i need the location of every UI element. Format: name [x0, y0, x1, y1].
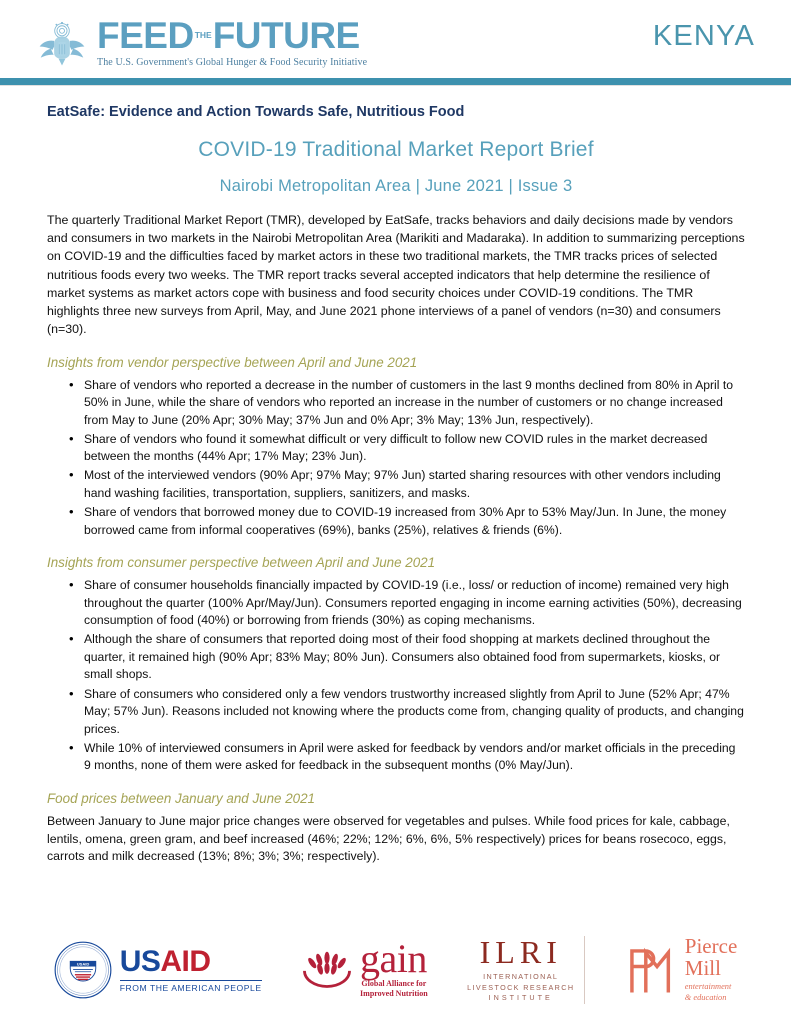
section-heading-vendor: Insights from vendor perspective between April and June 2021	[47, 354, 418, 370]
pierce-mill-pm-monogram-icon	[625, 944, 677, 996]
list-item: • While 10% of interviewed consumers in April were asked for feedback by vendors and/or market officials in the preceding 9 months, none of them were asked for feedback in the subsequent months (0% May/Jun).	[69, 740, 745, 775]
page-subtitle: Nairobi Metropolitan Area | June 2021 | Issue 3	[219, 176, 573, 195]
gain-bowl-wheat-icon	[301, 950, 353, 990]
section-heading-consumer: Insights from consumer perspective between April and June 2021	[47, 555, 436, 571]
usaid-seal-icon	[54, 941, 112, 999]
logo-word-the: THE	[194, 30, 212, 41]
list-item: • Share of vendors that borrowed money due to COVID-19 increased from 30% Apr to 53% May/Jun. In June, the money borrowed came from informal cooperatives (69%), banks (25%), relatives & friends (6%).	[69, 504, 745, 539]
logo-word-future: FUTURE	[212, 15, 360, 56]
ilri-wordmark: ILRI	[479, 934, 562, 971]
ilri-logo	[467, 936, 585, 1003]
ilri-subtitle-line3: INSTITUTE	[488, 993, 553, 1003]
pierce-mill-subtitle-line2: & education	[684, 992, 727, 1002]
header-divider-rule	[0, 78, 791, 85]
ilri-subtitle-line2: LIVESTOCK RESEARCH	[467, 982, 575, 992]
list-item: • Most of the interviewed vendors (90% Apr; 97% May; 97% Jun) started sharing resources with other vendors including hand washing facilities, transportation, suppliers, sanitizers, and masks.	[69, 467, 745, 502]
page-title: COVID-19 Traditional Market Report Brief	[198, 137, 594, 161]
gain-subtitle-line2: Improved Nutrition	[360, 988, 428, 998]
list-item: • Share of consumer households financially impacted by COVID-19 (i.e., loss/ or reduction of income) remained very high throughout the quarter (100% Apr/May/Jun). Consumers reported engaging in income earning activities (50%), decreasing consumption of food (40%) or borrowing from friends (30%) as coping mechanisms.	[69, 577, 745, 630]
pierce-mill-word-line2: Mill	[684, 955, 721, 980]
food-prices-paragraph: Between January to June major price changes were observed for vegetables and pulses. While food prices for kale, cabbage, lentils, omena, green gram, and beef increased (46%; 22%; 12%; 6%, 6%, 5% respectively) prices for beans rosecoco, eggs, carrots and milk decreased (13%; 8%; 3%; 3%; respectively).	[47, 813, 730, 864]
logo-tagline: The U.S. Government's Global Hunger & Food Security Initiative	[97, 57, 368, 68]
pierce-mill-subtitle-line1: entertainment	[684, 981, 732, 991]
usaid-logo	[54, 941, 262, 999]
intro-paragraph: The quarterly Traditional Market Report (TMR), developed by EatSafe, tracks behaviors and daily decisions made by vendors and consumers in two markets in the Nairobi Metropolitan Area (Marikiti and Madaraka). In addition to summarizing perceptions on COVID-19 and the difficulties faced by market actors in these two traditional markets, the TMR tracks prices of selected nutritious foods every two weeks. The TMR report tracks several accepted indicators that help determine the resilience of market systems as market actors cope with business and food security choices under COVID-19 conditions. The TMR highlights three new surveys from April, May, and June 2021 phone interviews of a panel of vendors (n=30) and consumers (n=30).	[47, 212, 745, 337]
logo-word-feed: FEED	[97, 15, 194, 56]
section-heading-food-prices: Food prices between January and June 2021	[47, 790, 315, 806]
ilri-subtitle-line1: INTERNATIONAL	[483, 972, 559, 982]
pierce-mill-logo	[625, 936, 737, 1004]
program-title: EatSafe: Evidence and Action Towards Safe, Nutritious Food	[47, 104, 465, 120]
list-item: • Share of consumers who considered only a few vendors trustworthy increased slightly from April to June (52% Apr; 47% May; 57% Jun). Reasons included not knowing where the products come from, changing quality of products, and changing prices.	[69, 686, 745, 739]
gain-subtitle-line1: Global Alliance for	[361, 978, 427, 988]
page-body	[0, 101, 791, 866]
country-label: KENYA	[652, 19, 755, 52]
consumer-insights-list	[47, 577, 745, 775]
partner-logos-footer	[0, 924, 791, 1016]
list-item: • Although the share of consumers that reported doing most of their food shopping at markets declined throughout the quarter, it remained high (90% Apr; 83% May; 80% Jun). Consumers also obtained food from supermarkets, kiosks, or small shops.	[69, 631, 745, 684]
feed-the-future-logo	[34, 8, 367, 70]
usaid-word-aid: AID	[160, 944, 211, 978]
list-item: • Share of vendors who found it somewhat difficult or very difficult to follow new COVID rules in the market decreased between the months (44% Apr; 17% May; 23% Jun).	[69, 431, 745, 466]
page-header	[0, 0, 791, 78]
vendor-insights-list	[47, 377, 745, 540]
gain-wordmark: gain	[360, 936, 427, 982]
pierce-mill-word-line1: Pierce	[684, 934, 738, 959]
usaid-word-us: US	[119, 944, 161, 978]
us-great-seal-eagle-icon	[34, 14, 90, 70]
svg-text:USAID: USAID	[76, 961, 89, 967]
usaid-subtitle: FROM THE AMERICAN PEOPLE	[120, 980, 262, 994]
list-item: • Share of vendors who reported a decrease in the number of customers in the last 9 months declined from 80% in April to 50% in June, while the share of vendors who reported an increase in the number of customers or no change increased from May to June (20% Apr; 30% May; 37% Jun and 0% Apr; 3% May; 13% Jun, respectively).	[69, 377, 745, 430]
gain-logo	[301, 936, 428, 999]
